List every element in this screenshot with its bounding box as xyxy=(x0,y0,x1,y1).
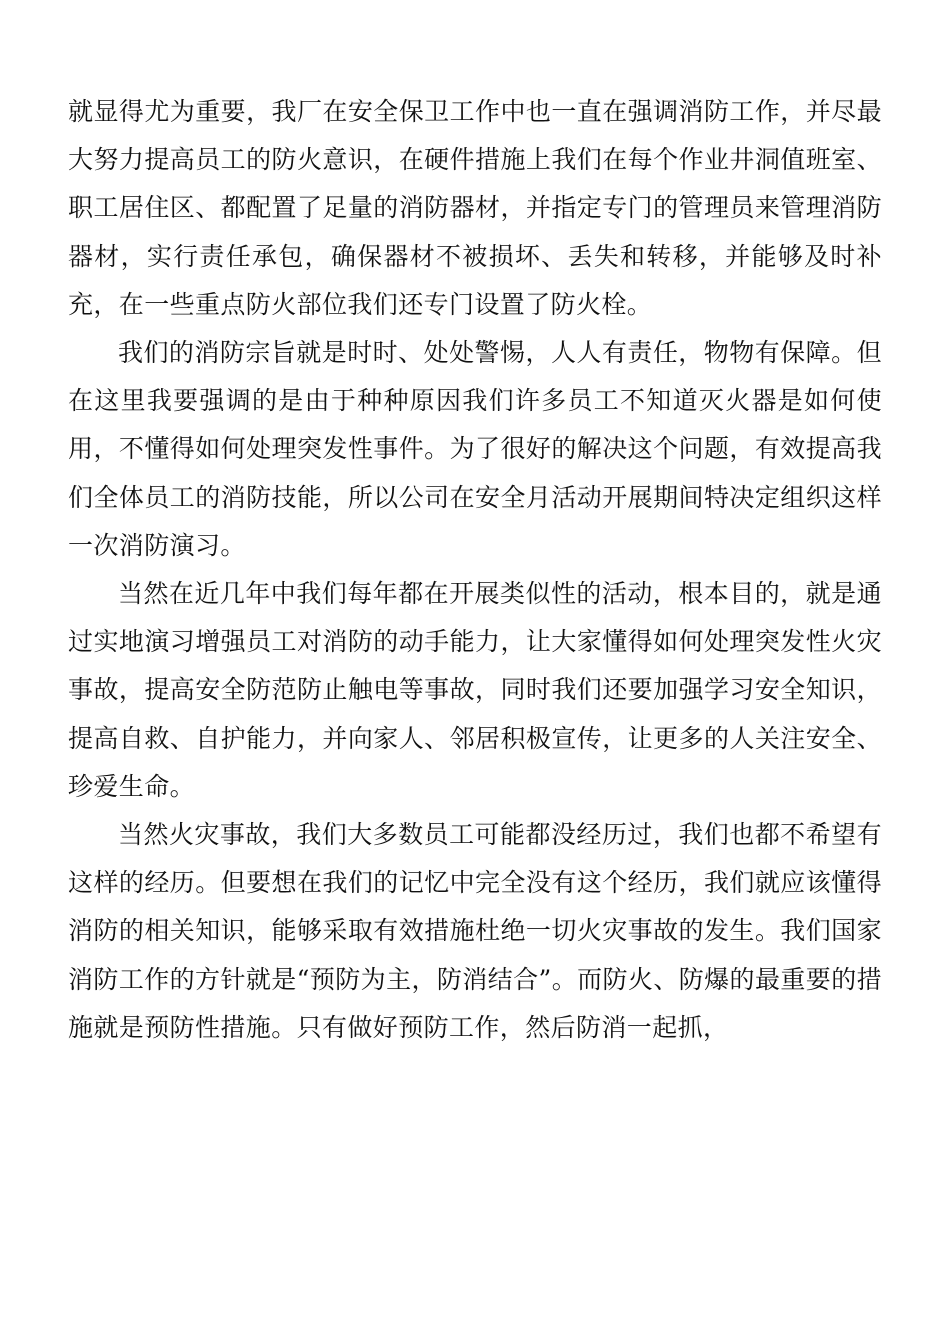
body-text xyxy=(68,88,882,1052)
paragraph-3: 当然在近几年中我们每年都在开展类似性的活动，根本目的，就是通过实地演习增强员工对消防的动手能力，让大家懂得如何处理突发性火灾事故，提高安全防范防止触电等事故，同时我们还要加强学习安全知识，提高自救、自护能力，并向家人、邻居积极宣传，让更多的人关注安全、珍爱生命。 xyxy=(68,579,882,801)
paragraph-2: 我们的消防宗旨就是时时、处处警惕，人人有责任，物物有保障。但在这里我要强调的是由于种种原因我们许多员工不知道灭火器是如何使用，不懂得如何处理突发性事件。为了很好的解决这个问题，有效提高我们全体员工的消防技能，所以公司在安全月活动开展期间特决定组织这样一次消防演习。 xyxy=(68,338,882,560)
paragraph-1: 就显得尤为重要，我厂在安全保卫工作中也一直在强调消防工作，并尽最大努力提高员工的防火意识，在硬件措施上我们在每个作业井洞值班室、职工居住区、都配置了足量的消防器材，并指定专门的管理员来管理消防器材，实行责任承包，确保器材不被损坏、丢失和转移，并能够及时补充，在一些重点防火部位我们还专门设置了防火栓。 xyxy=(68,97,882,319)
paragraph-4: 当然火灾事故，我们大多数员工可能都没经历过，我们也都不希望有这样的经历。但要想在我们的记忆中完全没有这个经历，我们就应该懂得消防的相关知识，能够采取有效措施杜绝一切火灾事故的发生。我们国家消防工作的方针就是“预防为主，防消结合”。而防火、防爆的最重要的措施就是预防性措施。只有做好预防工作，然后防消一起抓， xyxy=(68,820,882,1042)
